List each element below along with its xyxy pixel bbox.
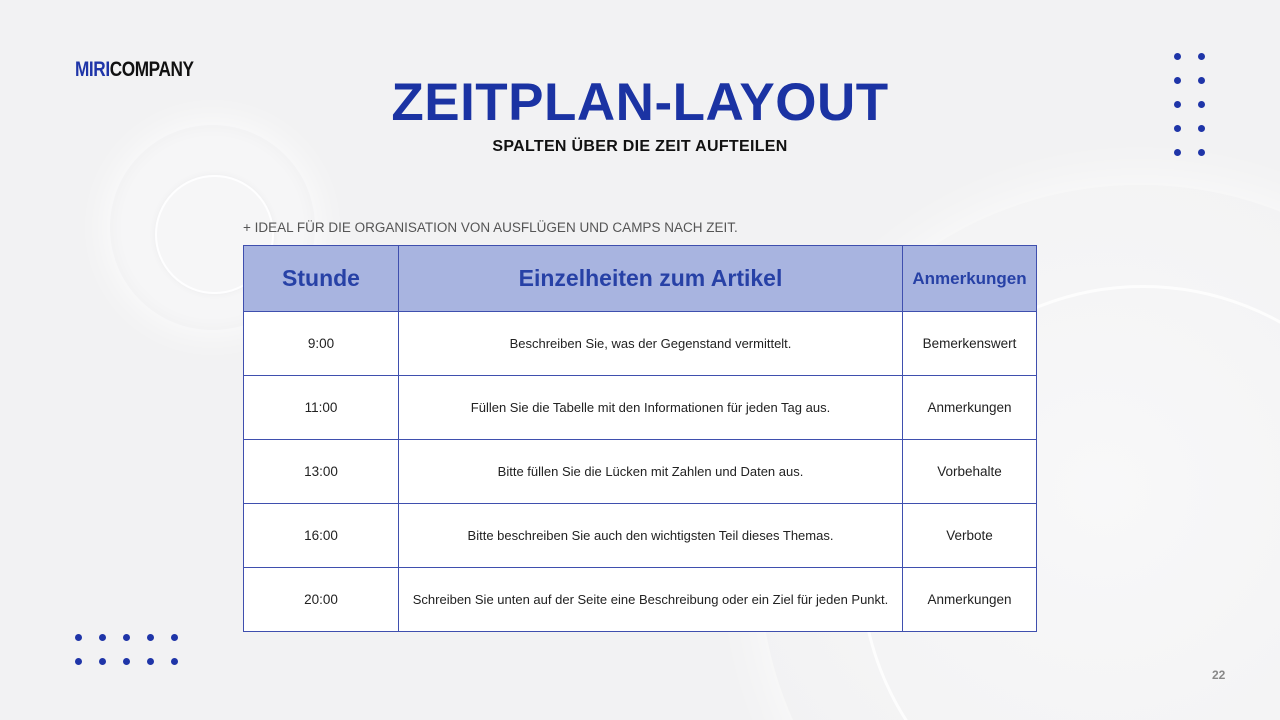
table-row xyxy=(244,568,1037,632)
cell-notes: Bemerkenswert xyxy=(903,312,1037,376)
table-header-row xyxy=(244,246,1037,312)
slide-subtitle: SPALTEN ÜBER DIE ZEIT AUFTEILEN xyxy=(492,138,788,155)
table-row xyxy=(244,312,1037,376)
table-row xyxy=(244,440,1037,504)
cell-details: Bitte beschreiben Sie auch den wichtigsten Teil dieses Themas. xyxy=(399,504,903,568)
page-number: 22 xyxy=(1212,668,1226,682)
slide-title: ZEITPLAN-LAYOUT xyxy=(391,73,889,132)
logo-part-1: MIRI xyxy=(75,58,110,81)
cell-hour: 13:00 xyxy=(244,440,399,504)
cell-notes: Verbote xyxy=(903,504,1037,568)
table-row xyxy=(244,504,1037,568)
header-details: Einzelheiten zum Artikel xyxy=(399,246,903,312)
cell-hour: 9:00 xyxy=(244,312,399,376)
cell-details: Bitte füllen Sie die Lücken mit Zahlen und Daten aus. xyxy=(399,440,903,504)
header-notes: Anmerkungen xyxy=(903,246,1037,312)
cell-hour: 11:00 xyxy=(244,376,399,440)
cell-notes: Anmerkungen xyxy=(903,568,1037,632)
cell-hour: 20:00 xyxy=(244,568,399,632)
header-hour: Stunde xyxy=(244,246,399,312)
cell-hour: 16:00 xyxy=(244,504,399,568)
dot-pattern-bottom-left xyxy=(75,634,178,665)
cell-details: Füllen Sie die Tabelle mit den Informationen für jeden Tag aus. xyxy=(399,376,903,440)
cell-details: Beschreiben Sie, was der Gegenstand vermittelt. xyxy=(399,312,903,376)
cell-details: Schreiben Sie unten auf der Seite eine Beschreibung oder ein Ziel für jeden Punkt. xyxy=(399,568,903,632)
cell-notes: Vorbehalte xyxy=(903,440,1037,504)
table-row xyxy=(244,376,1037,440)
cell-notes: Anmerkungen xyxy=(903,376,1037,440)
logo-part-2: COMPANY xyxy=(109,58,194,81)
slide-note: + IDEAL FÜR DIE ORGANISATION VON AUSFLÜGEN UND CAMPS NACH ZEIT. xyxy=(243,220,738,235)
schedule-table xyxy=(243,245,1037,632)
